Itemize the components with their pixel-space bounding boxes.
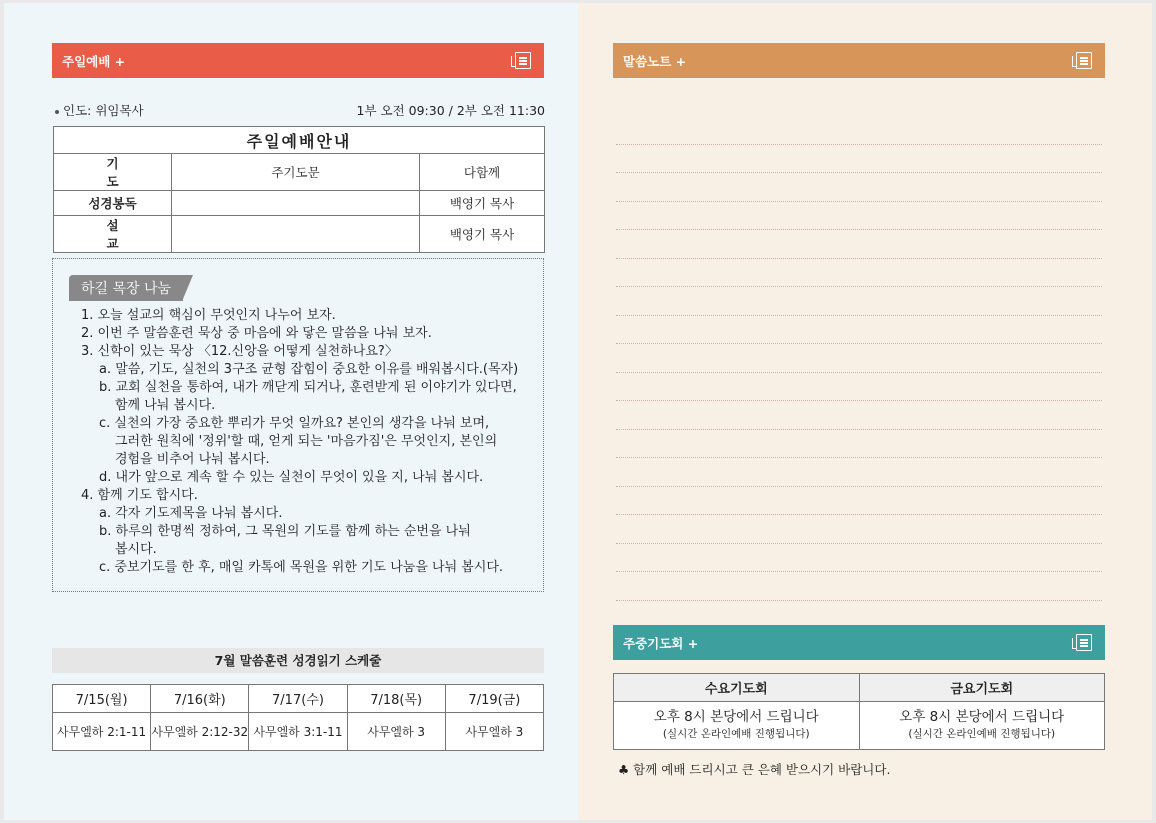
list-item: a. 말씀, 기도, 실천의 3구조 균형 잡힘이 중요한 이유를 배워봅시다.(목자) [99, 362, 519, 377]
row-person: 다함께 [420, 154, 545, 191]
note-line[interactable] [616, 572, 1102, 601]
prayer-main-text: 오후 8시 본당에서 드립니다 [653, 708, 819, 725]
schedule-reading: 사무엘하 3:1-11 [249, 713, 347, 751]
prayer-table [613, 673, 1105, 750]
schedule-reading: 사무엘하 2:1-11 [53, 713, 151, 751]
note-line[interactable] [616, 287, 1102, 316]
prayer-header-fri: 금요기도회 [859, 674, 1105, 702]
schedule-day: 7/17(수) [249, 685, 347, 713]
list-item: 함께 나눠 봅시다. [115, 398, 216, 413]
prayer-header-wed: 수요기도회 [614, 674, 860, 702]
list-item: d. 내가 앞으로 계속 할 수 있는 실천이 무엇이 있을 지, 나눠 봅시다. [99, 470, 484, 485]
sharing-list [81, 307, 541, 577]
list-item: a. 각자 기도제목을 나눠 봅시다. [99, 506, 283, 521]
worship-header-label: 주일예배 + [62, 53, 126, 69]
note-line[interactable] [616, 230, 1102, 259]
row-content [172, 191, 420, 216]
row-label: 성경봉독 [54, 191, 172, 216]
worship-info-row [55, 101, 545, 119]
worship-table [53, 126, 545, 253]
row-label: 설 교 [54, 216, 172, 253]
list-item: 경험을 비추어 나눠 봅시다. [115, 452, 270, 467]
sharing-tag: 하길 목장 나눔 [69, 275, 183, 301]
prayer-cell-fri [859, 702, 1105, 750]
list-item: 3. 신학이 있는 묵상 〈12.신앙을 어떻게 실천하나요?〉 [81, 344, 398, 359]
list-item: c. 중보기도를 한 후, 매일 카톡에 목원을 위한 기도 나눔을 나눠 봅시다. [99, 560, 504, 575]
note-line[interactable] [616, 344, 1102, 373]
note-line[interactable] [616, 145, 1102, 174]
list-item: b. 교회 실천을 통하여, 내가 깨닫게 되거나, 훈련받게 된 이야기가 있다면, [99, 380, 517, 395]
note-line[interactable] [616, 401, 1102, 430]
sharing-box [52, 258, 544, 592]
document-icon[interactable] [1076, 634, 1092, 651]
table-row [54, 216, 545, 253]
schedule-days-row [53, 685, 544, 713]
row-label: 기 도 [54, 154, 172, 191]
schedule-title: 7월 말씀훈련 성경읽기 스케줄 [52, 648, 544, 673]
note-line[interactable] [616, 316, 1102, 345]
prayer-sub-text: (실시간 온라인예배 진행됩니다) [662, 727, 810, 740]
list-item: b. 하루의 한명씩 정하여, 그 목원의 기도를 함께 하는 순번을 나눠 [99, 524, 471, 539]
schedule-day: 7/15(월) [53, 685, 151, 713]
list-item: 그러한 원칙에 '정위'할 때, 얻게 되는 '마음가짐'은 무엇인지, 본인의 [115, 434, 498, 449]
note-line[interactable] [616, 487, 1102, 516]
leader-text: 인도: 위임목사 [55, 101, 144, 119]
note-line[interactable] [616, 544, 1102, 573]
note-line[interactable] [616, 430, 1102, 459]
prayer-section-header[interactable] [613, 625, 1105, 660]
worship-section-header[interactable] [52, 43, 544, 78]
note-line[interactable] [616, 458, 1102, 487]
note-line[interactable] [616, 202, 1102, 231]
note-lines[interactable] [616, 116, 1102, 601]
schedule-day: 7/19(금) [445, 685, 543, 713]
schedule-reading: 사무엘하 2:12-32 [151, 713, 249, 751]
row-person: 백영기 목사 [420, 191, 545, 216]
note-line[interactable] [616, 173, 1102, 202]
schedule-day: 7/18(목) [347, 685, 445, 713]
prayer-main-text: 오후 8시 본당에서 드립니다 [899, 708, 1065, 725]
notes-header-label: 말씀노트 + [623, 53, 687, 69]
note-line[interactable] [616, 259, 1102, 288]
prayer-sub-text: (실시간 온라인예배 진행됩니다) [908, 727, 1056, 740]
schedule-table [52, 684, 544, 751]
schedule-reading: 사무엘하 3 [445, 713, 543, 751]
bullet-icon [55, 110, 59, 114]
schedule-readings-row [53, 713, 544, 751]
schedule-day: 7/16(화) [151, 685, 249, 713]
row-person: 백영기 목사 [420, 216, 545, 253]
list-item: 1. 오늘 설교의 핵심이 무엇인지 나누어 보자. [81, 308, 336, 323]
list-item: 2. 이번 주 말씀훈련 묵상 중 마음에 와 닿은 말씀을 나눠 보자. [81, 326, 432, 341]
row-content [172, 216, 420, 253]
prayer-header-label: 주중기도회 + [623, 635, 699, 651]
document-icon[interactable] [515, 52, 531, 69]
right-page [578, 3, 1152, 820]
note-line[interactable] [616, 373, 1102, 402]
worship-table-title: 주일예배안내 [54, 127, 545, 154]
document-icon[interactable] [1076, 52, 1092, 69]
row-content: 주기도문 [172, 154, 420, 191]
left-page [4, 3, 578, 820]
list-item: 4. 함께 기도 합시다. [81, 488, 198, 503]
list-item: c. 실천의 가장 중요한 뿌리가 무엇 일까요? 본인의 생각을 나눠 보며, [99, 416, 490, 431]
table-row [54, 154, 545, 191]
list-item: 봅시다. [115, 542, 157, 557]
service-times: 1부 오전 09:30 / 2부 오전 11:30 [356, 103, 545, 118]
closing-message: ♣ 함께 예배 드리시고 큰 은혜 받으시기 바랍니다. [618, 762, 891, 777]
prayer-cell-wed [614, 702, 860, 750]
note-line[interactable] [616, 515, 1102, 544]
schedule-reading: 사무엘하 3 [347, 713, 445, 751]
note-line[interactable] [616, 116, 1102, 145]
notes-section-header[interactable] [613, 43, 1105, 78]
table-row [54, 191, 545, 216]
